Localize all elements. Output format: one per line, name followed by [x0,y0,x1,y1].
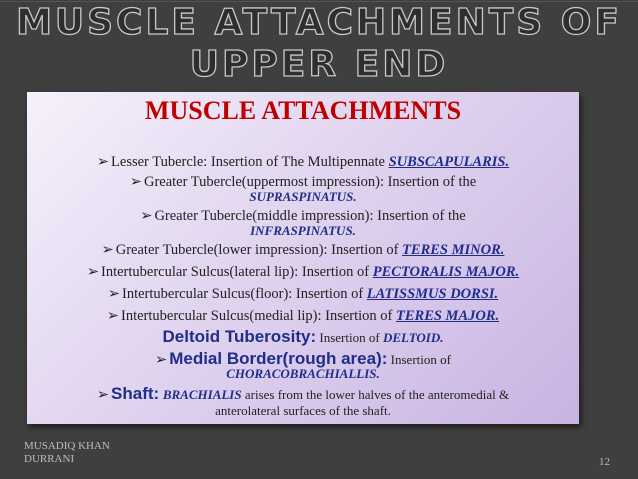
line-greater-tubercle-middle [27,208,579,224]
line-text: Greater Tubercle(middle impression): Insertion of the [154,208,466,224]
line-text: Insertion of [316,330,383,345]
line-text: Greater Tubercle(uppermost impression): Insertion of the [143,174,477,190]
bold-label: Deltoid Tuberosity: [162,327,317,346]
arrow-bullet-icon: ➢ [96,154,110,170]
title-line-2: UPPER END [189,44,449,85]
arrow-bullet-icon: ➢ [101,242,114,258]
panel-heading: MUSCLE ATTACHMENTS [144,96,462,125]
muscle-name: PECTORALIS MAJOR. [372,264,520,280]
author-line-2: DURRANI [24,453,75,465]
line-text: arises from the lower halves of the anteromedial & [241,387,510,402]
line-greater-tubercle-lower [27,242,579,258]
muscle-name: BRACHIALIS [162,387,242,402]
muscle-name: CHORACOBRACHIALLIS. [226,366,380,381]
line-sulcus-floor [27,286,579,302]
line-text: anterolateral surfaces of the shaft. [215,403,391,418]
line-text: Intertubercular Sulcus(lateral lip): Insertion of [100,264,373,280]
muscle-name: SUPRASPINATUS. [249,189,357,204]
line-greater-tubercle-upper [27,174,579,190]
arrow-bullet-icon: ➢ [107,286,120,302]
line-shaft-continued [27,403,579,419]
arrow-bullet-icon: ➢ [155,352,168,368]
slide-title [0,2,638,86]
line-text: Intertubercular Sulcus(floor): Insertion of [121,286,367,302]
slide-number: 12 [599,456,610,468]
line-sulcus-lateral [27,264,579,280]
footer-author [24,440,110,466]
arrow-bullet-icon: ➢ [140,208,153,224]
bold-label: Medial Border(rough area): [169,349,388,368]
muscle-name: TERES MAJOR. [396,308,500,324]
arrow-bullet-icon: ➢ [86,264,99,280]
line-greater-tubercle-middle-muscle [27,223,579,239]
author-line-1: MUSADIQ KHAN [24,440,110,452]
arrow-bullet-icon: ➢ [96,387,110,403]
line-text: Greater Tubercle(lower impression): Insertion of [115,242,403,258]
line-medial-border-muscle [27,366,579,382]
line-text: Insertion of [387,352,451,367]
arrow-bullet-icon: ➢ [106,308,119,324]
line-text: Lesser Tubercle: Insertion of The Multipennate [111,154,389,170]
muscle-name: DELTOID. [382,330,444,345]
line-text: Intertubercular Sulcus(medial lip): Insertion of [120,308,396,324]
title-line-1: MUSCLE ATTACHMENTS OF [16,2,622,43]
muscle-name: LATISSMUS DORSI. [366,286,499,302]
muscle-name: SUBSCAPULARIS. [388,154,510,170]
line-lesser-tubercle [27,154,579,170]
muscle-name: INFRASPINATUS. [250,223,356,238]
line-shaft [27,385,579,404]
line-sulcus-medial [27,308,579,324]
content-panel [27,92,579,424]
line-deltoid-tuberosity [27,327,579,348]
muscle-name: TERES MINOR. [402,242,505,258]
arrow-bullet-icon: ➢ [129,174,142,190]
bold-label: Shaft: [111,384,160,403]
line-greater-tubercle-upper-muscle [27,189,579,205]
